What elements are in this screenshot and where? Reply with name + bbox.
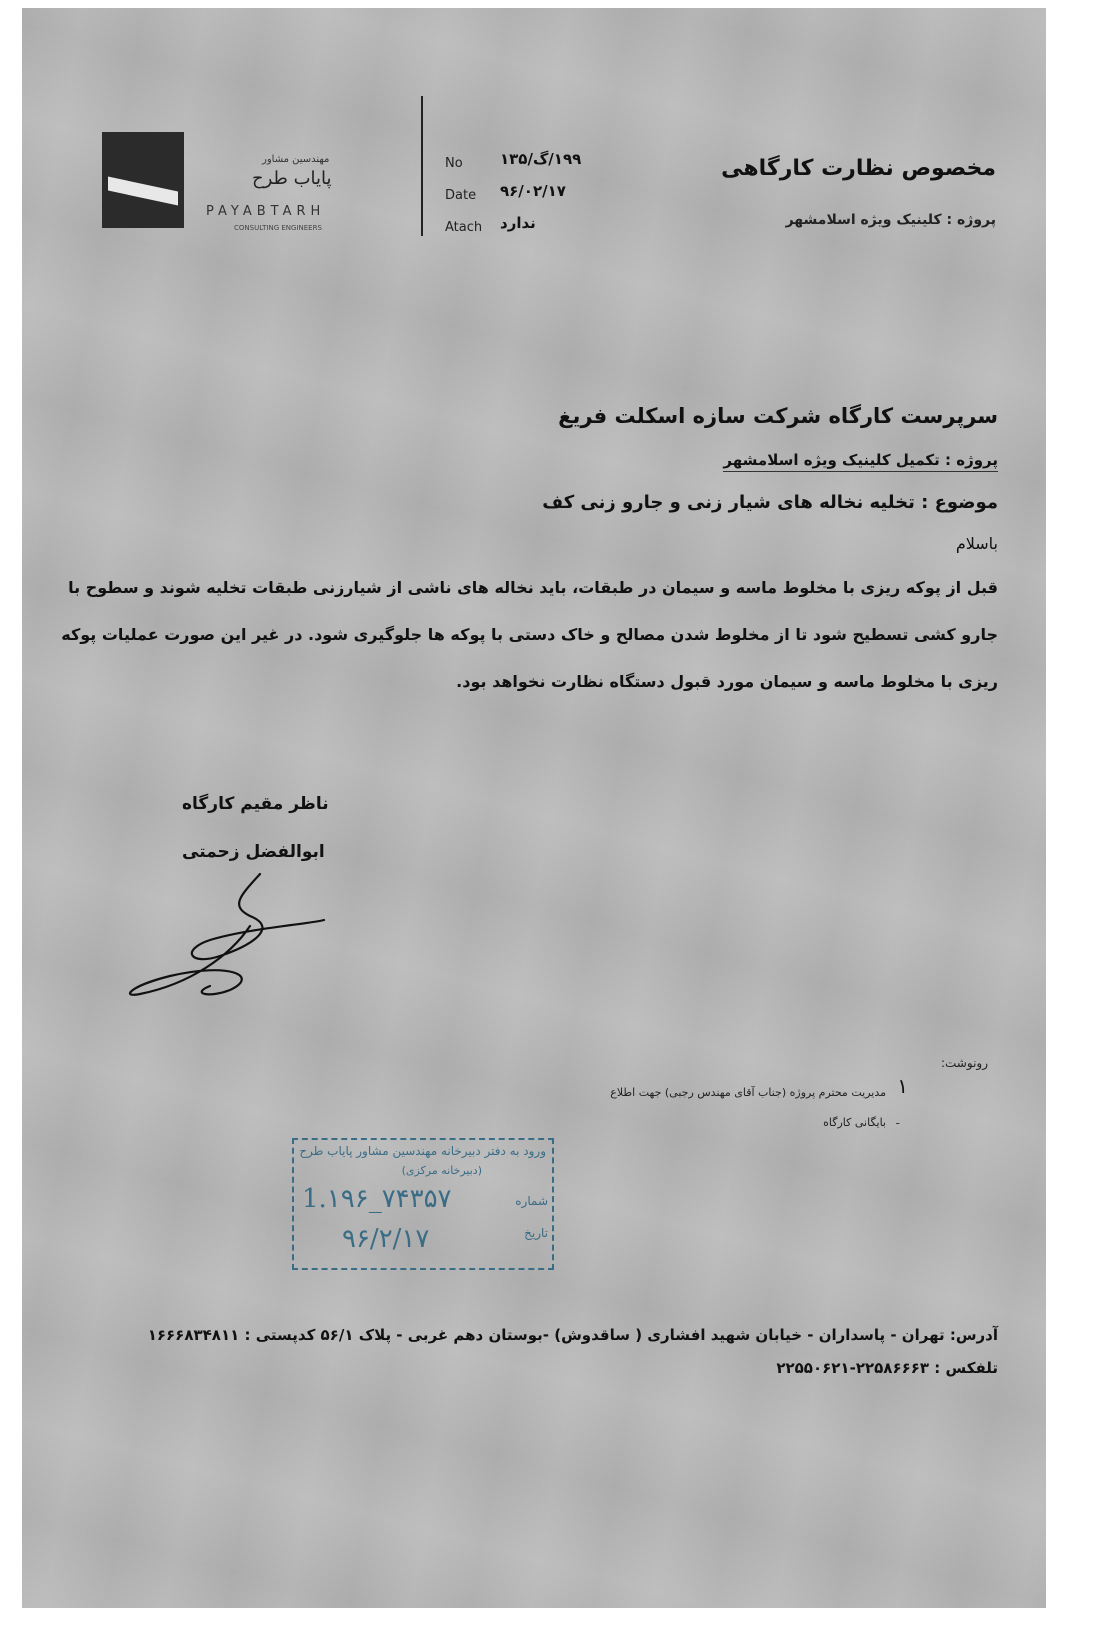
company-name-fa: پایاب طرح <box>252 168 332 189</box>
document-page <box>22 8 1046 1608</box>
logo-stripe <box>108 177 178 206</box>
body-line-1: قبل از پوکه ریزی با مخلوط ماسه و سیمان در طبقات، باید نخاله های ناشی از شیارزنی طبقات تخلیه شوند و سطوح با <box>68 578 998 597</box>
cc-dash: - <box>895 1116 900 1130</box>
stamp-number-label: شماره <box>515 1194 548 1208</box>
cc-item-1: مدیریت محترم پروژه (جناب آقای مهندس رجبی) جهت اطلاع <box>610 1086 886 1099</box>
subject: موضوع : تخلیه نخاله های شیار زنی و جارو زنی کف <box>542 492 998 513</box>
body-line-2: جارو کشی تسطیح شود تا از مخلوط شدن مصالح و خاک دستی با پوکه ها جلوگیری شود. در غیر این صورت عملیات پوکه <box>61 625 998 644</box>
received-stamp <box>292 1138 554 1270</box>
greeting: باسلام <box>955 534 998 553</box>
attach-value: ندارد <box>500 214 536 232</box>
recipient: سرپرست کارگاه شرکت سازه اسکلت فریغ <box>558 404 998 428</box>
handwritten-signature <box>110 866 350 1006</box>
body-line-3: ریزی با مخلوط ماسه و سیمان مورد قبول دستگاه نظارت نخواهد بود. <box>456 672 998 691</box>
date-value: ۹۶/۰۲/۱۷ <box>500 182 566 200</box>
signer-title: ناظر مقیم کارگاه <box>182 794 329 814</box>
footer-address: آدرس: تهران - پاسداران - خیابان شهید افشاری ( ساقدوش) -بوستان دهم غربی - پلاک ۵۶/۱ کدپستی : ۱۶۶۶۸۳۴۸۱۱ <box>147 1326 998 1344</box>
cc-item-2: بایگانی کارگاه <box>823 1116 886 1129</box>
header-project: پروژه : کلینیک ویژه اسلامشهر <box>785 212 996 228</box>
company-name-en: PAYABTARH <box>206 204 326 219</box>
company-tagline: CONSULTING ENGINEERS <box>234 224 322 232</box>
cc-number: ۱ <box>897 1074 908 1098</box>
company-small-name: مهندسین مشاور <box>262 154 330 165</box>
attach-label: Atach <box>445 220 483 235</box>
cc-label: رونوشت: <box>940 1056 988 1070</box>
no-value: ۱۹۹/گ/۱۳۵ <box>500 150 582 168</box>
stamp-number-value: 1.۱۹۶_۷۴۳۵۷ <box>302 1184 452 1214</box>
project-line: پروژه : تکمیل کلینیک ویژه اسلامشهر <box>723 451 998 472</box>
date-label: Date <box>445 188 477 203</box>
footer-tel: تلفکس : ۲۲۵۸۶۶۶۳-۲۲۵۵۰۶۲۱ <box>776 1359 998 1377</box>
header-title: مخصوص نظارت کارگاهی <box>721 156 996 181</box>
no-label: No <box>445 156 463 171</box>
signer-name: ابوالفضل زحمتی <box>182 842 325 862</box>
stamp-line-2: (دبیرخانه مرکزی) <box>401 1164 482 1177</box>
stamp-date-label: تاریخ <box>524 1226 548 1240</box>
stamp-date-value: ۹۶/۲/۱۷ <box>342 1224 430 1254</box>
company-logo <box>102 132 184 228</box>
stamp-line-1: ورود به دفتر دبیرخانه مهندسین مشاور پایاب طرح <box>299 1144 546 1158</box>
header-divider <box>421 96 423 236</box>
